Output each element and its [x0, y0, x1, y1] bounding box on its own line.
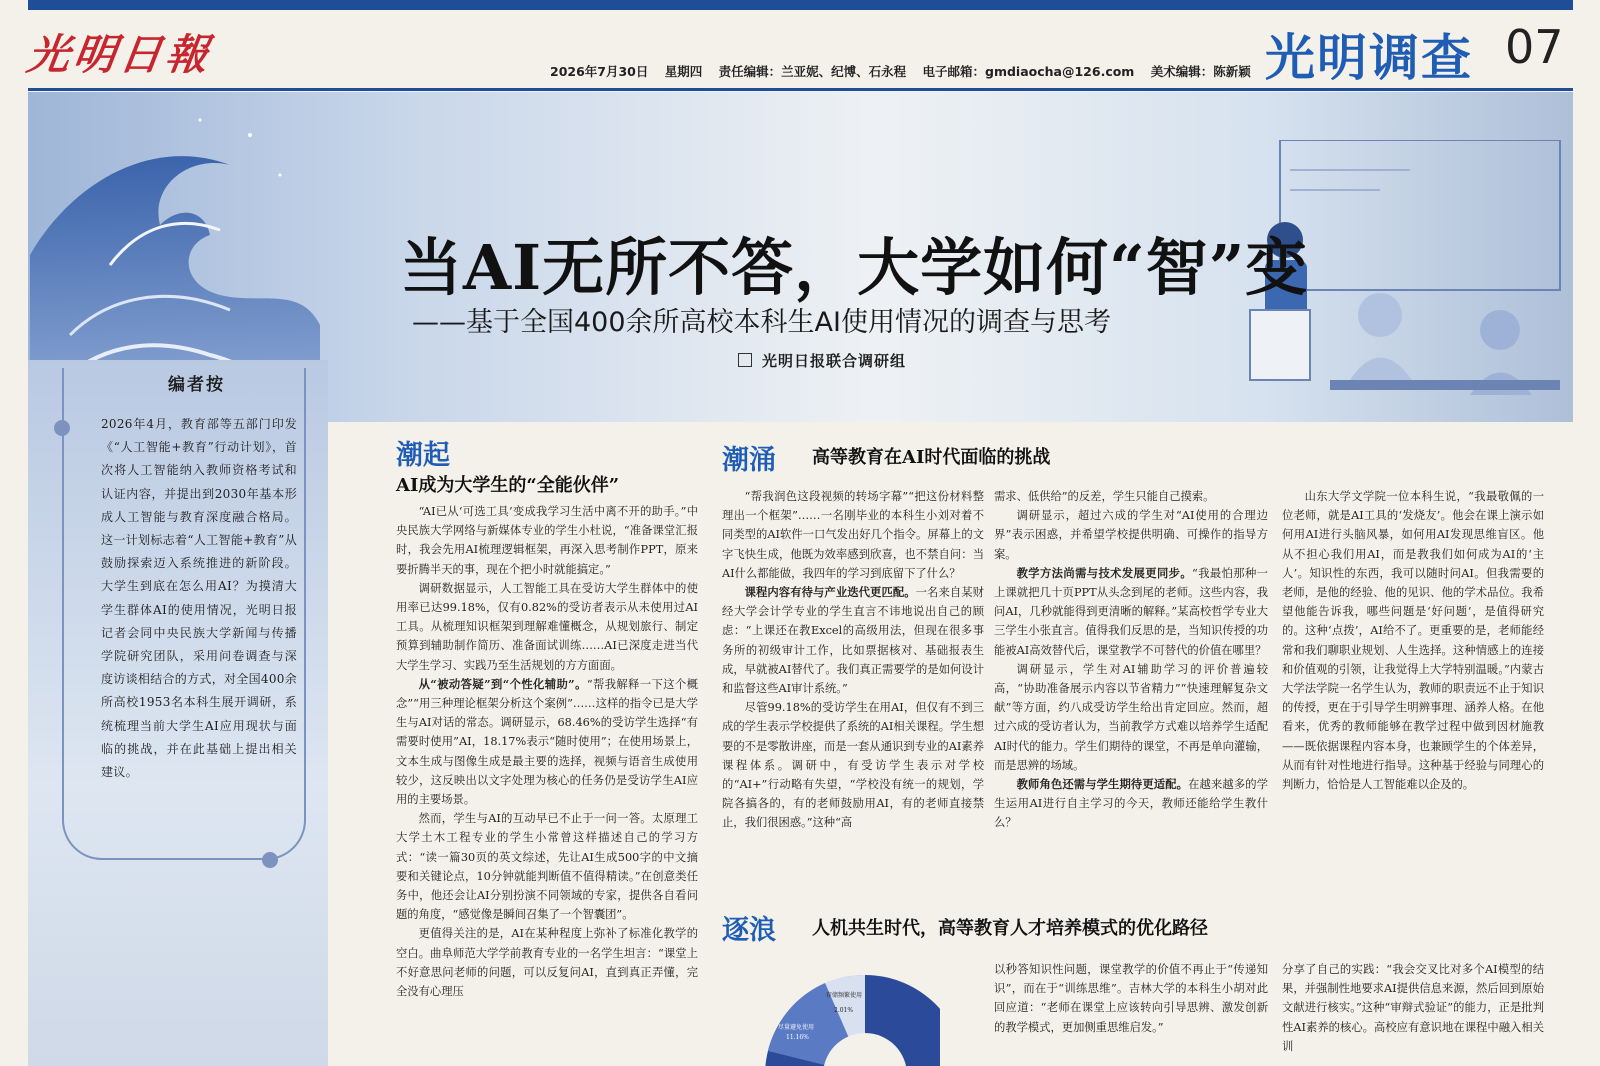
paragraph: 从“被动答疑”到“个性化辅助”。“帮我解释一下这个概念”“用三种理论框架分析这个案例”……这样的指令已是大学生与AI对话的常态。调研显示，68.46%的受访学生选择“有需要时使用”AI，18.17%表示“随时使用”；在使用场景上，文本生成与图像生成是最主要的选择，视频与语音生成使用较少，这反映出以文字处理为核心的任务仍是受访学生AI应用的主要场景。: [396, 676, 698, 807]
usage-pie-chart: [730, 975, 940, 1066]
paragraph: 调研显示，学生对AI辅助学习的评价普遍较高，“协助准备展示内容以节省精力”“快速理解复杂文献”等方面，约八成受访学生给出肯定回应。然而，超过六成的受访者认为，当前教学方式难以培养学生适配AI时代的能力。学生们期待的课堂，不再是单向灌输，而是思辨的场域。: [994, 662, 1268, 772]
section1-body: [396, 502, 698, 1066]
paragraph: 以秒答知识性问题，课堂教学的价值不再止于“传递知识”，而在于“训练思维”。吉林大学的本科生小胡对此回应道：“老师在课堂上应该转向引导思辨、激发创新的教学模式，更加侧重思维启发。”: [994, 963, 1268, 1034]
issue-weekday: 星期四: [664, 64, 703, 79]
pie-value: 2.01%: [834, 1007, 854, 1014]
paragraph: 分享了自己的实践：“我会交叉比对多个AI模型的结果，并强制性地要求AI提供信息来源，然后回到原始文献进行核实。”这种“审辩式验证”的能力，正是批判性AI素养的核心。高校应有意识地在课程中融入相关训: [1282, 963, 1544, 1053]
section2-subtitle: 高等教育在AI时代面临的挑战: [812, 447, 1051, 468]
section3-label: 逐浪: [722, 915, 776, 946]
page-section-title: 光明调查: [1265, 29, 1473, 87]
pie-label: 尽量避免使用: [778, 1024, 815, 1031]
section2-column2: [994, 487, 1268, 869]
responsible-editors: 责任编辑：兰亚妮、纪博、石永程: [718, 64, 907, 79]
paragraph: 课程内容有待与产业迭代更匹配。一名来自某财经大学会计学专业的学生直言不讳地说出自己的顾虑：“上课还在教Excel的高级用法，但现在很多事务所的初级审计工作，比如票据核对、基础报表生成，早就被AI替代了。我们真正需要学的是如何设计和监督这些AI审计系统。”: [722, 585, 984, 696]
paragraph: 需求、低供给”的反差，学生只能自己摸索。: [994, 490, 1215, 503]
byline: [738, 350, 906, 371]
page-number: 07: [1505, 20, 1564, 74]
section3-subtitle: 人机共生时代，高等教育人才培养模式的优化路径: [812, 918, 1208, 939]
paragraph: “AI已从‘可选工具’变成我学习生活中离不开的助手。”中央民族大学网络与新媒体专业的学生小杜说，“准备课堂汇报时，我会先用AI梳理逻辑框架，再深入思考制作PPT，原来要折腾半天的事，现在个把小时就能搞定。”: [396, 505, 698, 576]
paragraph: 调研显示，超过六成的学生对“AI使用的合理边界”表示困惑，并希望学校提供明确、可操作的指导方案。: [994, 509, 1268, 561]
top-color-bar: [28, 0, 1573, 10]
editor-email: 电子邮箱：gmdiaocha@126.com: [922, 64, 1135, 79]
frame-dot-icon: [262, 852, 278, 868]
art-editor: 美术编辑：陈新颖: [1150, 64, 1251, 79]
pie-value: 11.16%: [786, 1034, 809, 1041]
masthead-info: [550, 62, 1263, 80]
sub-headline: ——基于全国400余所高校本科生AI使用情况的调查与思考: [412, 307, 1111, 338]
newspaper-logo: 光明日報: [24, 30, 216, 79]
section2-label: 潮涌: [722, 445, 776, 476]
issue-date: 2026年7月30日: [550, 64, 649, 79]
main-headline: 当AI无所不答，大学如何“智”变: [400, 231, 1309, 304]
byline-square-icon: [738, 353, 752, 367]
paragraph: 教师角色还需与学生期待更适配。在越来越多的学生运用AI进行自主学习的今天，教师还能给学生教什么？: [994, 777, 1268, 830]
paragraph: 尽管99.18%的受访学生在用AI，但仅有不到三成的学生表示学校提供了系统的AI相关课程。学生想要的不是零散讲座，而是一套从通识到专业的AI素养课程体系。调研中，有受访学生表示对学校的“AI+”行动略有失望，“学校没有统一的规划，学院各搞各的，有的老师鼓励用AI，有的老师直接禁止，我们很困惑。”这种“高: [722, 701, 984, 830]
paragraph: 山东大学文学院一位本科生说，“我最敬佩的一位老师，就是AI工具的‘发烧友’。他会在课上演示如何用AI进行头脑风暴，如何用AI发现思维盲区。他从不担心我们用AI，而是教我们如何成为AI的‘主人’。知识性的东西，我可以随时问AI。但我需要的老师，是他的经验、他的见识、他的学术品位。我希望他能告诉我，哪些问题是‘好问题’，是值得研究的。这种‘点拨’，AI给不了。更重要的是，老师能经常和我们聊职业规划、人生选择。这种情感上的连接和价值观的引领，让我觉得上大学特别温暖。”内蒙古大学法学院一名学生认为，教师的职责远不止于知识的传授，更在于引导学生明辨事理、涵养人格。在他看来，优秀的教师能够在教学过程中做到因材施教——既依据课程内容本身，也兼顾学生的个体差异，从而有针对性地进行指导。这种基于经验与同理心的判断力，恰恰是人工智能难以企及的。: [1282, 490, 1544, 792]
section1-subtitle: AI成为大学生的“全能伙伴”: [396, 475, 620, 496]
byline-text: 光明日报联合调研组: [762, 352, 907, 370]
paragraph: “帮我润色这段视频的转场字幕”“把这份材料整理出一个框架”……一名刚毕业的本科生小刘对着不同类型的AI软件一口气发出好几个指令。屏幕上的文字飞快生成，他既为效率感到欣喜，也不禁自问：当AI什么都能做，我四年的学习到底留下了什么？: [722, 490, 984, 580]
paragraph: 然而，学生与AI的互动早已不止于一问一答。太原理工大学土木工程专业的学生小常曾这样描述自己的学习方式：“读一篇30页的英文综述，先让AI生成500字的中文摘要和关键论点，10分钟就能判断值不值得精读。”在创意类任务中，他还会让AI分别扮演不同领域的专家，提供各自看问题的角度，“感觉像是瞬间召集了一个智囊团”。: [396, 812, 698, 922]
paragraph: 更值得关注的是，AI在某种程度上弥补了标准化教学的空白。曲阜师范大学学前教育专业的一名学生坦言：“课堂上不好意思问老师的问题，可以反复问AI，直到真正弄懂，完全没有心理压: [396, 927, 698, 999]
frame-dot-icon: [54, 420, 70, 436]
section3-column2: [994, 960, 1268, 1066]
pie-label: 存储频繁使用: [826, 992, 863, 999]
section2-column1: [722, 487, 984, 869]
section2-column3: [1282, 487, 1544, 869]
editor-note-text: 2026年4月，教育部等五部门印发《“人工智能+教育”行动计划》，首次将人工智能纳入教师资格考试和认证内容，并提出到2030年基本形成人工智能与教育深度融合格局。这一计划标志着“人工智能+教育”从鼓励探索迈入系统推进的新阶段。大学生到底在怎么用AI？为摸清大学生群体AI的使用情况，光明日报记者会同中央民族大学新闻与传播学院研究团队，采用问卷调查与深度访谈相结合的方式，对全国400余所高校1953名本科生展开调研，系统梳理当前大学生AI应用现状与面临的挑战，并在此基础上提出相关建议。: [101, 417, 298, 780]
masthead-rule: [28, 88, 1573, 91]
editor-note-title: 编者按: [168, 375, 225, 395]
paragraph: 调研数据显示，人工智能工具在受访大学生群体中的使用率已达99.18%，仅有0.82%的受访者表示从未使用过AI工具。从梳理知识框架到理解难懂概念，从规划旅行、制定预算到辅助制作简历、准备面试训练……AI已深度走进当代大学生学习、实践乃至生活规划的方方面面。: [396, 581, 698, 672]
lead-in: 从“被动答疑”到“个性化辅助”。: [418, 676, 587, 691]
paragraph: 教学方法尚需与技术发展更同步。“我最怕那种一上课就把几十页PPT从头念到尾的老师。这些内容，我问AI，几秒就能得到更清晰的解释。”某高校哲学专业大三学生小张直言。值得我们反思的是，当知识传授的功能被AI高效替代后，课堂教学不可替代的价值在哪里？: [994, 565, 1268, 657]
section3-column3: [1282, 960, 1544, 1066]
section1-label: 潮起: [396, 440, 450, 471]
